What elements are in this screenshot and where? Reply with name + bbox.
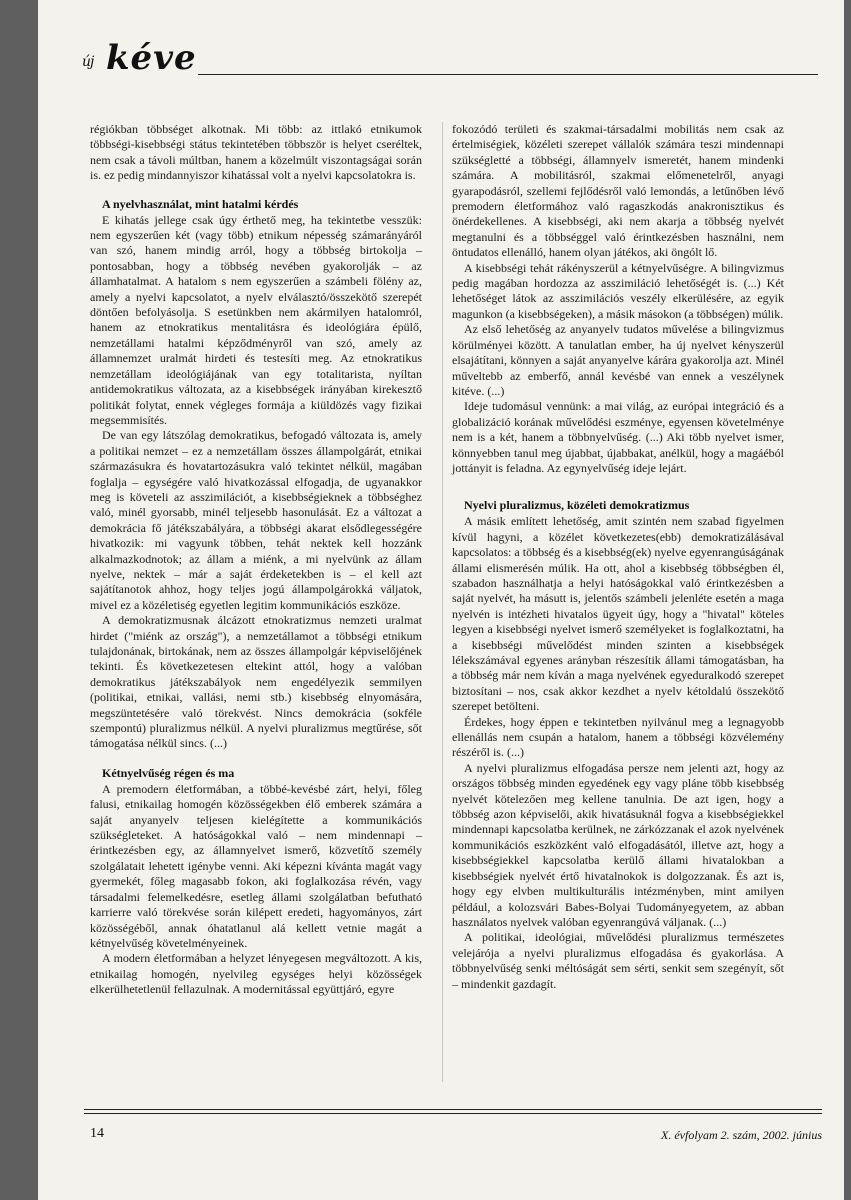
paragraph: De van egy látszólag demokratikus, befogadó változata is, amely a politikai nemzet – ez a nemzetállam összes állampolgárát, etnikai származásukra és hovatartozásukra való tekintet nélkül, magában foglalja – egységére való hivatkozással elfogadja, de ugyanakkor meg is követeli az asszimilációt, a kisebbségieknek a többséghez való, minél gyorsabb, minél teljesebb hasonulását. Ez a változat a demokrácia fő játékszabályára, a többségi akarat elsődlegességére hivatkozik: mi vagyunk többen, tehát nektek kell hozzánk alkalmazkodnotok; az állam a miénk, a mi nyelvünk az állam nyelve, nektek – már a saját érdeketekben is – el kell azt sajátítanotok ahhoz, hogy teljes jogú állampolgárokká váljatok, mivel ez a közéletiség egyetlen legitim kommunikációs eszköze. bbox=[90, 428, 422, 612]
right-column bbox=[452, 122, 784, 992]
masthead-title: kéve bbox=[106, 38, 197, 78]
paragraph: E kihatás jellege csak úgy érthető meg, ha tekintetbe vesszük: nem egyszerűen két (vagy több) etnikum népesség számarányáról van szó, hanem mindig arról, hogy a többség birtokolja – pontosabban, hogy a többség nevében gyakorolják – az államhatalmat. A hatalom s nem egyszerűen a számbeli fölény az, amely a nyelvi kapcsolatot, a nyelv elválasztó/összekötő szerepét döntően befolyásolja. S esetünkben nem akármilyen hatalomról, hanem az etnokratikus mentalitásra és ideológiára épülő, nemzetállami hatalmi képződményről van szó, amely az államnemzet uralmát hirdeti és testesíti meg. Az etnokratikus nemzetállam ideológiájának van egy totalitarista, nyíltan antidemokratikus változata, az a kisebbségek irányában kirekesztő politikát folytat, ennek végleges formája a kiüldözés vagy fizikai megsemmisítés. bbox=[90, 212, 422, 427]
paragraph: A demokratizmusnak álcázott etnokratizmus nemzeti uralmat hirdet ("miénk az ország"), a nemzetállamot a többségi etnikum tulajdonának, birtokának, nem az összes állampolgár képviselőjének tekinti. És következetesen eltekint attól, hogy a valóban demokratikus játékszabályok nem engedélyezik semmilyen (politikai, etnikai, vallási, nemi stb.) kisebbség elnyomására, megszüntetésére való törekvést. Nincs demokrácia (sokféle szempontú) pluralizmus nélkül. A nyelvi pluralizmus megtűrése, sőt támogatása nélkül sincs. (...) bbox=[90, 613, 422, 751]
paragraph: A premodern életformában, a többé-kevésbé zárt, helyi, főleg falusi, etnikailag homogén közösségekben élő emberek számára a saját anyanyelv teljesen kielégítette a kommunikációs szükségleteket. A hatóságokkal való – nem mindennapi – érintkezésben egy, az államnyelvet ismerő, közvetítő személy szolgálatait lehetett igénybe venni. Aki képezni kívánta magát vagy gyermekét, főleg magasabb fokon, aki foglalkozása révén, vagy társadalmi felemelkedésre, esetleg állami szolgálatban befutható karrierre való törekvése során kilépett eredeti, hagyományos, zárt közösségéből, annak óhatatlanul alá kellett vetnie magát a kétnyelvűség követelményeinek. bbox=[90, 781, 422, 950]
section-heading-bilingualism: Kétnyelvűség régen és ma bbox=[102, 765, 235, 780]
footer-rule-bottom bbox=[84, 1113, 822, 1114]
issue-info: X. évfolyam 2. szám, 2002. június bbox=[661, 1128, 822, 1142]
masthead-rule bbox=[198, 74, 818, 75]
paragraph: A másik említett lehetőség, amit szintén nem szabad figyelmen kívül hagyni, a közélet következetes(ebb) demokratizálásával kapcsolatos: a többség és a kisebbség(ek) nyelve egyenrangúságának állami elismerésén múlik. Ha ott, ahol a kisebbség többségben él, szabadon használhatja a helyi hatóságokkal való érintkezésben a saját nyelvét, ha másutt is, jelentős számbeli jelenléte esetén a maga nyelvén is intézheti hivatalos ügyeit úgy, hogy a "hivatal" köteles legyen a kisebbségi nyelvet ismerő személyeket is foglalkoztatni, ha a kisebbségi művelődést minden szinten a kisebbségek lélekszámával egyenes arányban részesítik állami támogatásban, ha a többség már nem kíván a maga nyelvének egyeduralkodó szerepet biztosítani – nos, csak akkor kezdhet a nyelv kétoldalú összekötő szerepet betölteni. bbox=[452, 514, 784, 714]
masthead bbox=[82, 38, 818, 94]
paragraph: A kisebbségi tehát rákényszerül a kétnyelvűségre. A bilingvizmus pedig magában hordozza az asszimiláció lehetőségét is. (...) Két lehetőséget látok az asszimilációs veszély elkerülésére, az egyik magunkon (a kisebbségeken), a másik másokon (a többségen) múlik. bbox=[452, 260, 784, 321]
section-heading-power: A nyelvhasználat, mint hatalmi kérdés bbox=[102, 196, 299, 211]
paragraph: fokozódó területi és szakmai-társadalmi mobilitás nem csak az értelmiségiek, közéleti szerepet vállalók számára teszi mindennapi szükségletté a többségi, államnyelv ismeretét, hanem mindenki számára. A mobilitásról, szakmai előmenetelről, anyagi gyarapodásról, szellemi fejlődésről való lemondás, a letűnőben lévő premodern életformához való ragaszkodás anakronisztikus és önérdekellenes. A kisebbségi, aki nem akarja a többség nyelvét megtanulni és a többséggel való érintkezésben használni, nem öntudatos ellenálló, hanem olyan játékos, aki öngólt lő. bbox=[452, 122, 784, 260]
page-number: 14 bbox=[90, 1126, 104, 1141]
journal-page bbox=[38, 0, 844, 1200]
column-divider bbox=[442, 122, 443, 1082]
section-heading-pluralism: Nyelvi pluralizmus, közéleti demokratizmus bbox=[464, 498, 690, 513]
left-column bbox=[90, 122, 422, 998]
paragraph: Ideje tudomásul vennünk: a mai világ, az európai integráció és a globalizáció korának művelődési eszménye, egyensen követelménye nem is a két, hanem a többnyelvűség. (...) Aki több nyelvet ismer, könnyebben tanul meg újabbat, újabbakat, anélkül, hogy a magáéból jottányit is feladna. Az egynyelvűség ideje lejárt. bbox=[452, 399, 784, 475]
paragraph: A modern életformában a helyzet lényegesen megváltozott. A kis, etnikailag homogén, nyelvileg egységes helyi közösségek elkerülhetetlenül fellazulnak. A modernitással együttjáró, egyre bbox=[90, 951, 422, 997]
paragraph: Érdekes, hogy éppen e tekintetben nyilvánul meg a legnagyobb ellenállás nem csupán a hatalom, hanem a többségi közvélemény részéről is. (...) bbox=[452, 714, 784, 760]
masthead-uj: új bbox=[82, 54, 94, 70]
paragraph: régiókban többséget alkotnak. Mi több: az ittlakó etnikumok többségi-kisebbségi státus tekintetében többször is helyet cseréltek, nem csak a távoli múltban, hanem a közelmúlt viszontagságai során is. ez pedig mindannyiszor kihatással volt a nyelvi kapcsolatokra is. bbox=[90, 122, 422, 183]
paragraph: A politikai, ideológiai, művelődési pluralizmus természetes velejárója a nyelvi pluralizmus elfogadása és gyakorlása. A többnyelvűség senki méltóságát sem sérti, senkit sem szegényít, sőt – mindenkit gazdagít. bbox=[452, 930, 784, 991]
paragraph: A nyelvi pluralizmus elfogadása persze nem jelenti azt, hogy az országos többség minden egyedének egy vagy pláne több kisebbség nyelvét kötelezően meg kellene tanulnia. De azt igen, hogy a többség azon képviselői, akik hivatásuknál fogva a kisebbségiekkel mindennapi kapcsolatba kerülnek, ne zárkózzanak el azok nyelvének kommunikációs eszközként való elfogadásától, illetve azt, hogy a kisebbségiekkel kapcsolatba kerülő állami hivatalokban a kisebbségiek nyelvét értő hivatalnokok is dolgozzanak. És azt is, hogy egy elvben multikulturális intézményben, mint amilyen például, a kolozsvári Babes-Bolyai Tudományegyetem, az abban használatos nyelvek valóban egyenrangúvá váljanak. (...) bbox=[452, 760, 784, 929]
paragraph: Az első lehetőség az anyanyelv tudatos művelése a bilingvizmus körülményei között. A tanulatlan ember, ha új nyelvet kényszerül elsajátítani, könnyen a saját anyanyelve kárára gyakorolja azt. Minél műveltebb az emberfő, annál kevésbé van ennek a veszélynek kitéve. (...) bbox=[452, 322, 784, 398]
footer-rule-top bbox=[84, 1109, 822, 1110]
